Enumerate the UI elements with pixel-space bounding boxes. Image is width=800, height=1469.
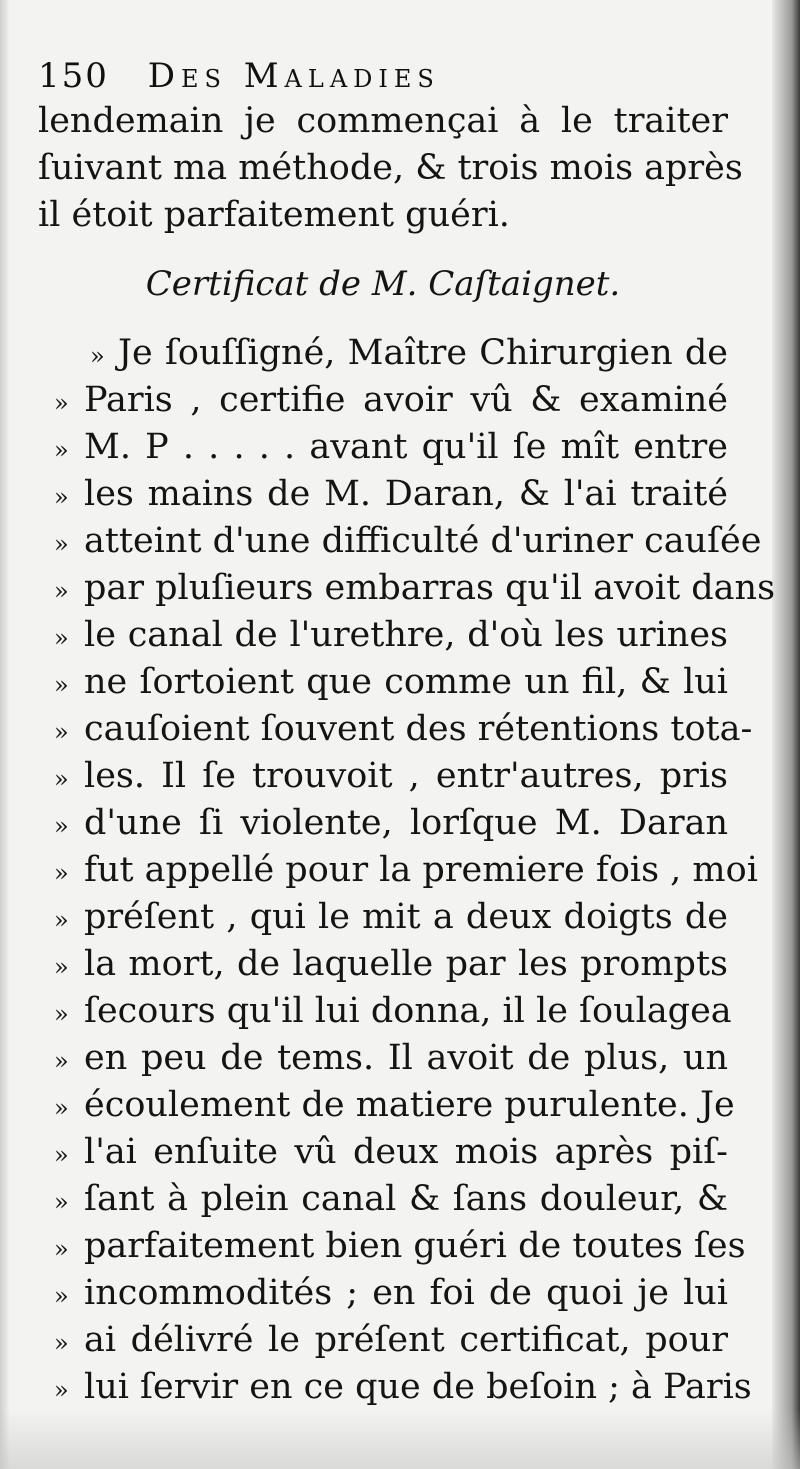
certificate-text: incommodités ; en foi de quoi je lui bbox=[84, 1273, 728, 1313]
certificate-line bbox=[38, 1176, 728, 1223]
certificate-line bbox=[38, 659, 728, 706]
intro-line-3: il étoit parfaitement guéri. bbox=[38, 195, 510, 235]
certificate-text: M. P . . . . . avant qu'il ſe mît entre bbox=[84, 427, 728, 467]
certificate-text: Je ſouſſigné, Maître Chirurgien de bbox=[118, 333, 728, 373]
certificate-line bbox=[38, 847, 758, 894]
certificate-line bbox=[38, 518, 762, 565]
quote-mark: » bbox=[54, 1047, 69, 1075]
certificate-line bbox=[38, 1082, 735, 1129]
intro-line-1: lendemain je commençai à le traiter bbox=[38, 101, 728, 141]
certificate-line bbox=[38, 1270, 728, 1317]
certificate-line bbox=[38, 1317, 728, 1364]
certificate-line bbox=[38, 988, 732, 1035]
quote-mark: » bbox=[54, 906, 69, 934]
certificate-text: les mains de M. Daran, & l'ai traité bbox=[84, 474, 728, 514]
certificate-line bbox=[38, 941, 728, 988]
quote-mark: » bbox=[54, 953, 69, 981]
page-left-edge bbox=[0, 0, 10, 1469]
quote-mark: » bbox=[54, 1376, 69, 1404]
quote-mark: » bbox=[54, 1282, 69, 1310]
quote-mark: » bbox=[54, 718, 69, 746]
quote-mark: » bbox=[54, 859, 69, 887]
certificate-text: atteint d'une difficulté d'uriner cauſée bbox=[84, 521, 762, 561]
certificate-heading: Certificat de M. Caſtaignet. bbox=[145, 264, 621, 304]
certificate-text: en peu de tems. Il avoit de plus, un bbox=[84, 1038, 728, 1078]
certificate-text: cauſoient ſouvent des rétentions tota- bbox=[84, 709, 753, 749]
quote-mark: » bbox=[54, 1188, 69, 1216]
certificate-text: écoulement de matiere purulente. Je bbox=[84, 1085, 735, 1125]
certificate-text: le canal de l'urethre, d'où les urines bbox=[84, 615, 728, 655]
certificate-line bbox=[38, 1129, 728, 1176]
certificate-line bbox=[38, 1364, 752, 1411]
certificate-text: l'ai enſuite vû deux mois après piſ- bbox=[84, 1132, 728, 1172]
page-text bbox=[38, 98, 776, 1411]
certificate-line bbox=[38, 753, 728, 800]
quote-mark: » bbox=[54, 1000, 69, 1028]
certificate-text: la mort, de laquelle par les prompts bbox=[84, 944, 728, 984]
quote-mark: » bbox=[54, 530, 69, 558]
quote-mark: » bbox=[54, 1329, 69, 1357]
quote-mark: » bbox=[90, 342, 105, 370]
quote-mark: » bbox=[54, 1235, 69, 1263]
certificate-line bbox=[38, 1035, 728, 1082]
certificate-line bbox=[38, 894, 728, 941]
certificate-text: ſant à plein canal & ſans douleur, & bbox=[84, 1179, 728, 1219]
certificate-line bbox=[38, 424, 728, 471]
certificate-line bbox=[38, 800, 728, 847]
quote-mark: » bbox=[54, 389, 69, 417]
intro-line-2: ſuivant ma méthode, & trois mois après bbox=[38, 148, 743, 188]
certificate-text: fut appellé pour la premiere fois , moi bbox=[84, 850, 758, 890]
certificate-text: lui ſervir en ce que de beſoin ; à Paris bbox=[84, 1367, 752, 1407]
certificate-text: parfaitement bien guéri de toutes ſes bbox=[84, 1226, 746, 1266]
quote-mark: » bbox=[54, 812, 69, 840]
quote-mark: » bbox=[54, 765, 69, 793]
certificate-text: les. Il ſe trouvoit , entr'autres, pris bbox=[84, 756, 728, 796]
certificate-text: Paris , certifie avoir vû & examiné bbox=[84, 380, 728, 420]
section-spacer bbox=[38, 239, 728, 261]
certificate-text: ai délivré le préſent certificat, pour bbox=[84, 1320, 728, 1360]
quote-mark: » bbox=[54, 436, 69, 464]
page-gutter-shadow bbox=[772, 0, 800, 1469]
quote-mark: » bbox=[54, 624, 69, 652]
quote-mark: » bbox=[54, 1141, 69, 1169]
quote-mark: » bbox=[54, 1094, 69, 1122]
certificate-line bbox=[38, 330, 728, 377]
running-head bbox=[38, 56, 440, 96]
certificate-line bbox=[38, 1223, 746, 1270]
quote-mark: » bbox=[54, 671, 69, 699]
section-spacer bbox=[38, 308, 728, 330]
certificate-text: préſent , qui le mit a deux doigts de bbox=[84, 897, 728, 937]
certificate-line bbox=[38, 377, 728, 424]
certificate-text: ſecours qu'il lui donna, il le ſoulagea bbox=[84, 991, 732, 1031]
quote-mark: » bbox=[54, 577, 69, 605]
certificate-text: d'une ſi violente, lorſque M. Daran bbox=[84, 803, 728, 843]
running-head-title: Des Maladies bbox=[147, 56, 440, 96]
certificate-text: par pluſieurs embarras qu'il avoit dans bbox=[84, 568, 776, 608]
certificate-text: ne ſortoient que comme un fil, & lui bbox=[84, 662, 728, 702]
page-bottom-shade bbox=[0, 1409, 800, 1469]
page-number: 150 bbox=[38, 56, 109, 96]
certificate-line bbox=[38, 706, 753, 753]
certificate-line bbox=[38, 471, 728, 518]
certificate-line bbox=[38, 612, 728, 659]
certificate-line bbox=[38, 565, 776, 612]
quote-mark: » bbox=[54, 483, 69, 511]
